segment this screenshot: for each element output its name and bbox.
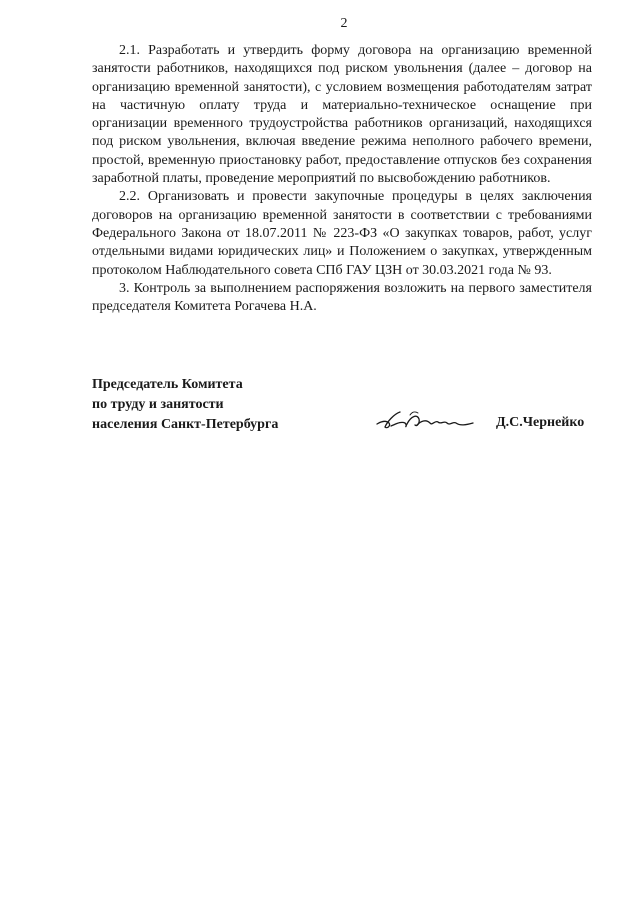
paragraph-2-2: 2.2. Организовать и провести закупочные процедуры в целях заключения договоров на организацию временной занятости в соответствии с требованиями Федерального Закона от 18.07.2011 № 223-ФЗ «О закупках товаров, работ, услуг отдельными видами юридических лиц» и Положением о закупках, утвержденным протоколом Наблюдательного совета СПб ГАУ ЦЗН от 30.03.2021 года № 93. <box>92 189 592 278</box>
signer-title-line-2: по труду и занятости <box>92 397 224 412</box>
signer-title-line-3: населения Санкт-Петербурга <box>92 417 279 432</box>
page-number: 2 <box>340 16 348 31</box>
document-body <box>92 42 592 316</box>
signer-title <box>92 375 278 435</box>
paragraph-2-1: 2.1. Разработать и утвердить форму договора на организацию временной занятости работников, находящихся под риском увольнения (далее – договор на организацию временной занятости), с условием возмещения работодателям затрат на частичную оплату труда и материально-техническое оснащение при организации временного трудоустройства работников организаций, находящихся под риском увольнения, включая введение режима неполного рабочего времени, простой, временную приостановку работ, предоставление отпусков без сохранения заработной платы, проведение мероприятий по высвобождению работников. <box>92 43 592 187</box>
signature-block <box>92 375 592 445</box>
handwritten-signature <box>374 407 476 433</box>
signer-title-line-1: Председатель Комитета <box>92 377 243 392</box>
signer-name: Д.С.Чернейко <box>496 415 585 430</box>
paragraph-3: 3. Контроль за выполнением распоряжения возложить на первого заместителя председателя Комитета Рогачева Н.А. <box>92 280 592 315</box>
